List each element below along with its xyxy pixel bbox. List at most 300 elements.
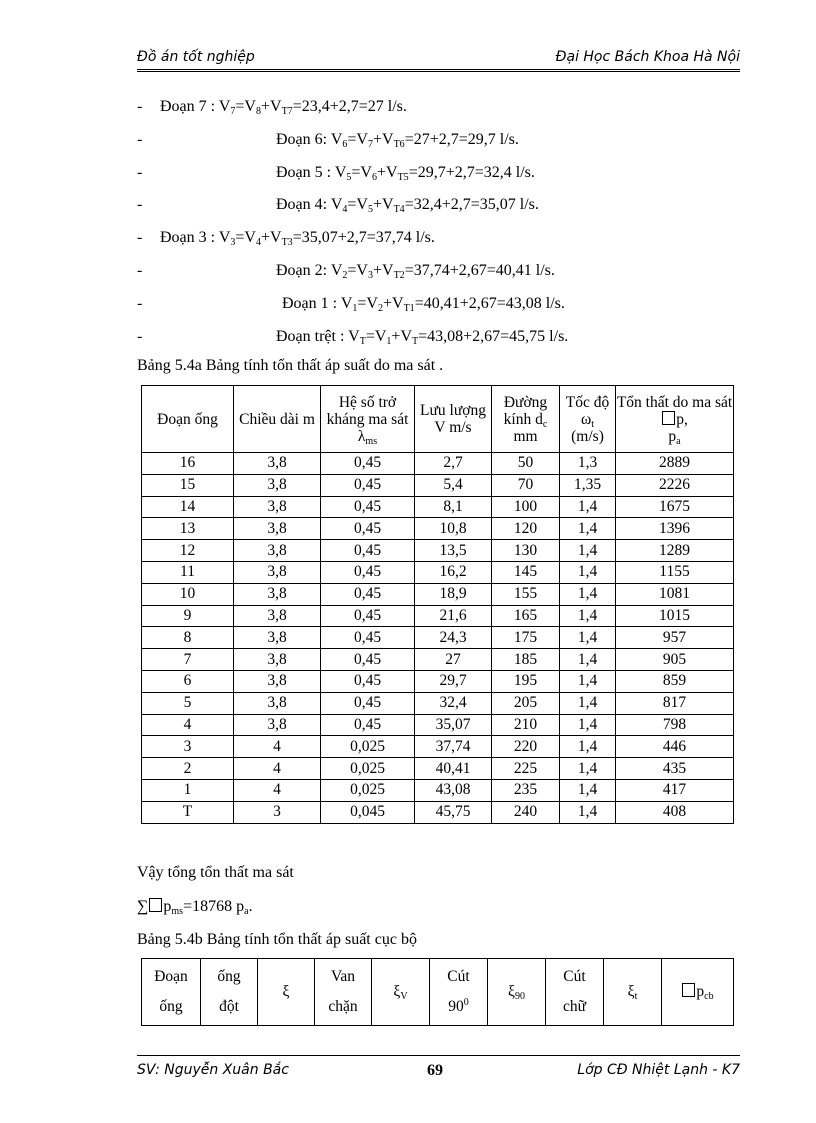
t2-col-xi90: [488, 959, 546, 1026]
col-length: [234, 386, 321, 453]
segment-label: Đoạn 5 :: [276, 163, 332, 181]
flow-var: V: [218, 98, 231, 115]
flow-var: V: [330, 130, 343, 148]
segment-label: Đoạn trệt :: [276, 327, 345, 345]
table-cell: 2,7: [415, 453, 492, 475]
flow-line: [276, 261, 555, 281]
segment-label: Đoạn 6:: [276, 130, 328, 148]
table-cell: 27: [415, 649, 492, 671]
sigma-glyph: ∑: [137, 898, 149, 915]
flow-var: V: [374, 327, 387, 345]
flow-sub: 2: [377, 302, 383, 314]
list-bullet: -: [137, 294, 143, 312]
table-cell: 1,4: [560, 605, 616, 627]
footer-class: Lớp CĐ Nhiệt Lạnh - K7: [577, 1062, 740, 1078]
table-row: [142, 649, 734, 671]
list-bullet: -: [137, 327, 143, 345]
table-row: [142, 692, 734, 714]
table-cell: 130: [492, 540, 560, 562]
table-cell: 4: [234, 758, 321, 780]
flow-line: [282, 294, 565, 314]
flow-sub: T: [412, 335, 419, 347]
t2-col-sudden: [201, 959, 258, 1026]
table-header-row: [142, 386, 734, 453]
flow-var: V: [218, 229, 231, 247]
t2-col-valve: [315, 959, 372, 1026]
table-cell: 3,8: [234, 583, 321, 605]
page-footer: [137, 1055, 740, 1086]
table-cell: 798: [616, 714, 734, 736]
col-flow: [415, 386, 492, 453]
t2-c6b: 90: [448, 998, 464, 1015]
t2-c2b: đột: [219, 998, 239, 1015]
table-cell: 408: [616, 801, 734, 823]
table-cell: 35,07: [415, 714, 492, 736]
delta-glyph-icon: [682, 983, 695, 997]
flow-var: V: [330, 262, 343, 279]
table-cell: 195: [492, 670, 560, 692]
table-row: [142, 518, 734, 540]
flow-var: V: [386, 163, 398, 181]
flow-sub: 8: [255, 106, 261, 117]
table-cell: 45,75: [415, 801, 492, 823]
col-loss: [616, 386, 734, 453]
flow-var: V: [330, 196, 343, 214]
table-row: [142, 670, 734, 692]
table-cell: 3,8: [234, 540, 321, 562]
flow-line: [276, 195, 539, 215]
table-row: [142, 714, 734, 736]
list-bullet: -: [137, 163, 143, 181]
table-cell: 0,45: [321, 627, 415, 649]
table-cell: 6: [142, 670, 234, 692]
table-cell: 905: [616, 649, 734, 671]
table-cell: 0,025: [321, 758, 415, 780]
table-cell: 18,9: [415, 583, 492, 605]
table-cell: 3,8: [234, 453, 321, 475]
delta-glyph-icon: [149, 898, 162, 912]
table-cell: 16,2: [415, 561, 492, 583]
table-cell: 4: [234, 736, 321, 758]
table-cell: 225: [492, 758, 560, 780]
table-cell: 13,5: [415, 540, 492, 562]
table-cell: 1,4: [560, 714, 616, 736]
table-row: [142, 496, 734, 518]
t2-c8b: chữ: [562, 998, 587, 1015]
t2-c2a: ống: [217, 968, 241, 985]
col-length-label: Chiều dài m: [239, 410, 315, 428]
col-diameter-sub: c: [542, 418, 548, 430]
table-cell: 220: [492, 736, 560, 758]
flow-sub: T7: [281, 106, 293, 117]
flow-eq: =: [235, 229, 245, 247]
flow-rhs: =27+2,7=29,7 l/s.: [404, 130, 519, 148]
flow-sub: T1: [403, 302, 415, 314]
flow-sub: 3: [230, 237, 236, 249]
flow-eq: =: [365, 327, 375, 345]
table-cell: 0,45: [321, 583, 415, 605]
table-cell: 29,7: [415, 670, 492, 692]
t2-c7sub: 90: [514, 991, 525, 1002]
table-cell: 1,35: [560, 474, 616, 496]
local-loss-table: [141, 958, 734, 1026]
table-cell: 15: [142, 474, 234, 496]
flow-plus: +: [372, 130, 383, 148]
flow-var: V: [382, 130, 394, 148]
table-cell: 1,3: [560, 453, 616, 475]
table-cell: 0,45: [321, 474, 415, 496]
table-cell: 1,4: [560, 670, 616, 692]
table-cell: 70: [492, 474, 560, 496]
flow-sub: T3: [281, 237, 293, 249]
flow-line: [160, 97, 407, 117]
t2-col-xit: [604, 959, 662, 1026]
table-cell: 859: [616, 670, 734, 692]
col-loss-label: Tổn thất do ma sát: [616, 393, 733, 411]
summary-dot: .: [248, 898, 253, 915]
table-cell: 3,8: [234, 627, 321, 649]
summary-value: =18768 p: [183, 898, 245, 915]
table-cell: 0,45: [321, 692, 415, 714]
table-cell: 4: [142, 714, 234, 736]
flow-sub: 2: [342, 270, 348, 281]
table-cell: 205: [492, 692, 560, 714]
table-cell: 155: [492, 583, 560, 605]
table-cell: 0,045: [321, 801, 415, 823]
table-cell: 7: [142, 649, 234, 671]
friction-loss-table: [141, 385, 734, 824]
segment-label: Đoạn 1 :: [282, 294, 338, 312]
flow-sub: T: [359, 335, 366, 347]
flow-sub: 1: [352, 302, 358, 314]
t2-col-segment: [142, 959, 201, 1026]
t2-c10: p: [696, 983, 705, 1000]
table-cell: 817: [616, 692, 734, 714]
table-cell: 1,4: [560, 540, 616, 562]
table-cell: 40,41: [415, 758, 492, 780]
segment-label: Đoạn 3 :: [160, 229, 216, 247]
friction-table-body: [142, 453, 734, 824]
table-cell: 240: [492, 801, 560, 823]
table-cell: 957: [616, 627, 734, 649]
table-cell: 2889: [616, 453, 734, 475]
table-cell: 8,1: [415, 496, 492, 518]
flow-var: V: [356, 196, 368, 214]
flow-var: V: [382, 262, 394, 279]
table-cell: 235: [492, 779, 560, 801]
list-bullet: -: [137, 98, 143, 115]
table-row: [142, 605, 734, 627]
col-speed-unit: (m/s): [571, 427, 604, 445]
table-cell: 1,4: [560, 518, 616, 540]
table-cell: 21,6: [415, 605, 492, 627]
flow-eq: =: [351, 163, 361, 181]
flow-rhs: =35,07+2,7=37,74 l/s.: [292, 229, 435, 247]
table-cell: 1,4: [560, 779, 616, 801]
table-cell: 175: [492, 627, 560, 649]
flow-line: [276, 327, 568, 347]
col-speed-sub: t: [591, 418, 594, 430]
table-cell: 0,45: [321, 561, 415, 583]
table-cell: 24,3: [415, 627, 492, 649]
flow-var: V: [340, 294, 353, 312]
flow-var: V: [366, 294, 378, 312]
col-segment: Đoạn ống: [142, 386, 234, 453]
table-cell: 0,45: [321, 540, 415, 562]
flow-var: V: [360, 163, 372, 181]
table-cell: 3,8: [234, 474, 321, 496]
flow-eq: =: [235, 98, 245, 115]
col-loss-label2: p,: [676, 410, 688, 428]
table-cell: 417: [616, 779, 734, 801]
table-cell: 10,8: [415, 518, 492, 540]
table-cell: 1,4: [560, 649, 616, 671]
flow-plus: +: [372, 262, 383, 279]
flow-sub: 5: [346, 171, 352, 183]
flow-sub: T4: [393, 204, 405, 216]
flow-eq: =: [347, 196, 357, 214]
flow-sub: 7: [367, 138, 373, 150]
table-cell: 14: [142, 496, 234, 518]
table-row: [142, 453, 734, 475]
list-bullet: -: [137, 229, 143, 247]
table-cell: 16: [142, 453, 234, 475]
table-cell: 0,45: [321, 649, 415, 671]
table-cell: 50: [492, 453, 560, 475]
table-cell: 1,4: [560, 627, 616, 649]
flow-var: V: [356, 262, 368, 279]
flow-eq: =: [357, 294, 367, 312]
col-loss-sub: a: [676, 435, 681, 447]
col-diameter-label: Đường kính d: [503, 393, 548, 428]
list-bullet: -: [137, 262, 143, 279]
summary-sub: ms: [171, 906, 184, 917]
flow-sub: 4: [255, 237, 261, 249]
flow-sub: T6: [393, 138, 405, 150]
table-cell: 1,4: [560, 561, 616, 583]
flow-var: V: [270, 229, 282, 247]
flow-var: V: [244, 98, 256, 115]
col-speed: [560, 386, 616, 453]
table-cell: 165: [492, 605, 560, 627]
flow-line: [160, 228, 435, 248]
list-bullet: -: [137, 130, 143, 148]
flow-rhs: =37,74+2,67=40,41 l/s.: [404, 262, 555, 279]
table-cell: 0,025: [321, 736, 415, 758]
table-cell: 3,8: [234, 692, 321, 714]
footer-student: SV: Nguyễn Xuân Bắc: [137, 1062, 289, 1078]
table-cell: 1396: [616, 518, 734, 540]
flow-var: V: [382, 196, 394, 214]
table-cell: 3,8: [234, 649, 321, 671]
table-row: [142, 583, 734, 605]
flow-rhs: =43,08+2,67=45,75 l/s.: [418, 327, 569, 345]
table-cell: 1675: [616, 496, 734, 518]
col-flow-unit: V m/s: [434, 419, 472, 436]
table-cell: 0,45: [321, 518, 415, 540]
table-cell: 3,8: [234, 605, 321, 627]
summary-text: Vậy tổng tổn thất ma sát: [137, 864, 294, 881]
summary-p: p: [163, 898, 172, 915]
segment-label: Đoạn 4:: [276, 196, 328, 214]
col-diameter-unit: mm: [513, 427, 538, 445]
col-loss-unit: p: [668, 427, 677, 445]
table-row: [142, 540, 734, 562]
t2-c5: ξ: [393, 983, 401, 1000]
t2-c7: ξ: [508, 983, 515, 1000]
t2-col-xiv: [372, 959, 430, 1026]
table-row: [142, 627, 734, 649]
table-cell: 0,45: [321, 605, 415, 627]
table-cell: 3,8: [234, 518, 321, 540]
t2-c1a: Đoạn: [154, 968, 188, 985]
flow-sub: 7: [230, 106, 236, 117]
flow-sub: 3: [367, 270, 373, 281]
flow-eq: =: [347, 130, 357, 148]
table-cell: 1,4: [560, 758, 616, 780]
table-cell: 0,025: [321, 779, 415, 801]
flow-sub: 5: [367, 204, 373, 216]
t2-col-tee: [546, 959, 604, 1026]
table-cell: 5,4: [415, 474, 492, 496]
table-cell: 1,4: [560, 583, 616, 605]
table-cell: 2226: [616, 474, 734, 496]
t2-c10sub: cb: [704, 991, 714, 1002]
table-cell: 8: [142, 627, 234, 649]
header-left: Đồ án tốt nghiệp: [137, 49, 255, 65]
flow-plus: +: [382, 294, 393, 312]
flow-line: [276, 163, 535, 183]
col-flow-label: Lưu lượng: [420, 402, 486, 419]
table-cell: 5: [142, 692, 234, 714]
table-cell: 3: [142, 736, 234, 758]
header-rule: [137, 71, 740, 72]
table-cell: 12: [142, 540, 234, 562]
table-cell: 10: [142, 583, 234, 605]
table-cell: 1,4: [560, 692, 616, 714]
table-cell: 0,45: [321, 496, 415, 518]
t2-c4a: Van: [330, 968, 356, 985]
table-cell: 1: [142, 779, 234, 801]
page-header: [137, 47, 740, 70]
segment-label: Đoạn 7 :: [160, 98, 216, 115]
table-cell: 2: [142, 758, 234, 780]
table-cell: 0,45: [321, 453, 415, 475]
table-row: [142, 736, 734, 758]
summary-formula: [137, 897, 253, 917]
flow-rhs: =40,41+2,67=43,08 l/s.: [414, 294, 565, 312]
table-cell: 1,4: [560, 801, 616, 823]
flow-plus: +: [391, 327, 401, 345]
table-cell: 1,4: [560, 496, 616, 518]
flow-plus: +: [372, 196, 383, 214]
t2-c6a: Cút: [447, 968, 470, 985]
flow-var: V: [348, 327, 360, 345]
table-cell: 1155: [616, 561, 734, 583]
table-row: [142, 779, 734, 801]
flow-line: [276, 130, 519, 150]
flow-rhs: =32,4+2,7=35,07 l/s.: [404, 196, 539, 214]
table-cell: 435: [616, 758, 734, 780]
table-cell: 3: [234, 801, 321, 823]
table-cell: 3,8: [234, 714, 321, 736]
segment-label: Đoạn 2:: [276, 262, 328, 279]
table-cell: 120: [492, 518, 560, 540]
flow-sub: 6: [371, 171, 377, 183]
t2-c1b: ống: [159, 998, 183, 1015]
table-row: [142, 561, 734, 583]
t2-col-xi: ξ: [258, 959, 315, 1026]
table-cell: T: [142, 801, 234, 823]
flow-sub: 6: [342, 138, 348, 150]
table-row: [142, 801, 734, 823]
flow-var: V: [356, 130, 368, 148]
table-cell: 185: [492, 649, 560, 671]
t2-c4b: chặn: [328, 998, 358, 1015]
table-cell: 3,8: [234, 496, 321, 518]
table-cell: 3,8: [234, 670, 321, 692]
flow-var: V: [334, 163, 347, 181]
table-cell: 0,45: [321, 714, 415, 736]
table-cell: 37,74: [415, 736, 492, 758]
flow-var: V: [392, 294, 404, 312]
t2-c9: ξ: [627, 983, 635, 1000]
table-cell: 32,4: [415, 692, 492, 714]
table1-caption: Bảng 5.4a Bảng tính tổn thất áp suất do ma sát .: [137, 357, 444, 374]
t2-col-elbow90: [430, 959, 488, 1026]
delta-glyph-icon: [662, 411, 675, 425]
flow-sub: T2: [393, 270, 405, 281]
table-header-row: [142, 959, 734, 1026]
t2-col-pcb: [662, 959, 734, 1026]
flow-sub: T5: [397, 171, 409, 183]
flow-eq: =: [347, 262, 357, 279]
list-bullet: -: [137, 196, 143, 214]
table-cell: 210: [492, 714, 560, 736]
t2-c9sub: t: [634, 991, 638, 1002]
t2-c6sup: 0: [463, 997, 469, 1008]
table-cell: 0,45: [321, 670, 415, 692]
flow-var: V: [244, 229, 256, 247]
table-cell: 145: [492, 561, 560, 583]
flow-sub: 1: [386, 335, 392, 347]
page-number: 69: [427, 1062, 443, 1079]
col-friction-label: Hệ số trở kháng ma sát λ: [326, 393, 409, 445]
col-friction-coef: [321, 386, 415, 453]
table-cell: 43,08: [415, 779, 492, 801]
flow-var: V: [400, 327, 412, 345]
flow-rhs: =23,4+2,7=27 l/s.: [292, 98, 407, 115]
flow-plus: +: [376, 163, 387, 181]
col-diameter: [492, 386, 560, 453]
flow-var: V: [270, 98, 282, 115]
t2-c8a: Cút: [563, 968, 586, 985]
table-cell: 1015: [616, 605, 734, 627]
t2-c5sub: V: [400, 991, 408, 1002]
table-cell: 1289: [616, 540, 734, 562]
table-cell: 11: [142, 561, 234, 583]
flow-plus: +: [260, 229, 271, 247]
header-right: Đại Học Bách Khoa Hà Nội: [555, 49, 740, 65]
table-cell: 4: [234, 779, 321, 801]
flow-sub: 4: [342, 204, 348, 216]
col-speed-label: Tốc độ ω: [565, 393, 610, 428]
table-cell: 3,8: [234, 561, 321, 583]
table-cell: 9: [142, 605, 234, 627]
table2-caption: Bảng 5.4b Bảng tính tổn thất áp suất cục bộ: [137, 931, 417, 948]
table-cell: 13: [142, 518, 234, 540]
summary-unit-sub: a: [244, 906, 249, 917]
